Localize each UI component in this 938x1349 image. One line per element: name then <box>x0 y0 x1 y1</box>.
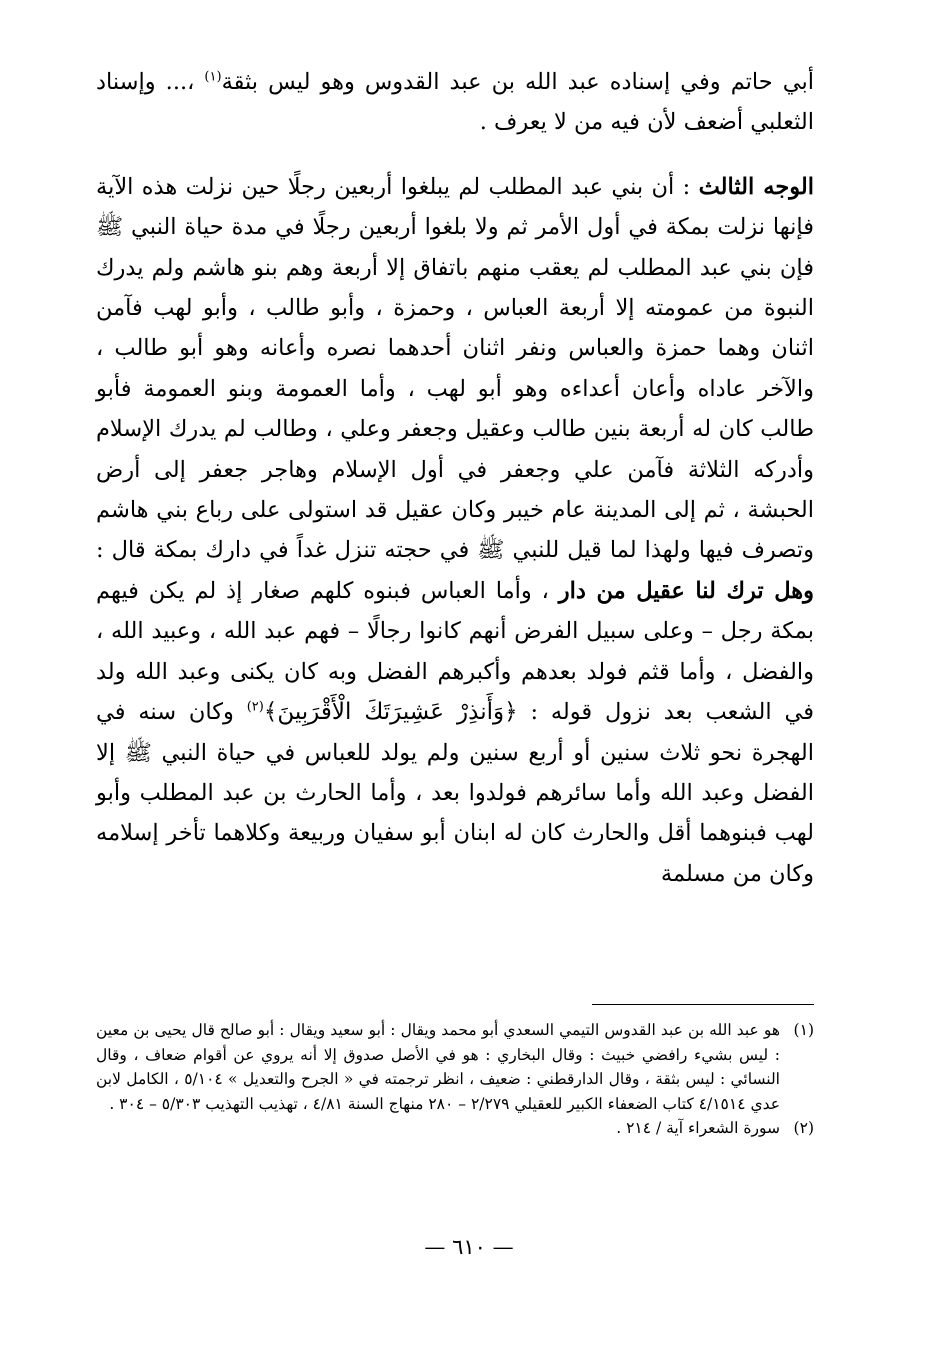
paragraph-1-text-end: ،... وإسناد الثعلبي أضعف لأن فيه من لا يعرف . <box>96 69 814 136</box>
page-number: — ٦١٠ — <box>424 1235 514 1259</box>
footnote-divider <box>592 1004 814 1005</box>
footnotes-section <box>96 1018 814 1141</box>
footnote-1-text: هو عبد الله بن عبد القدوس التيمي السعدي أبو محمد ويقال : أبو سعيد ويقال : أبو صالح قال يحيى بن معين : ليس بشيء رافضي خبيث : وقال البخاري : هو في الأصل صدوق إلا أنه يروي عن أقوام ضعاف ، وقال النسائي : ليس بثقة ، وقال الدارقطني : ضعيف ، انظر ترجمته في « الجرح والتعديل » ٥/١٠٤ ، الكامل لابن عدي ٤/١٥١٤ كتاب الضعفاء الكبير للعقيلي ٢/٢٧٩ – ٢٨٠ منهاج السنة ٤/٨١ ، تهذيب التهذيب ٥/٣٠٣ – ٣٠٤ . <box>96 1021 780 1113</box>
footnote-2-text: سورة الشعراء آية / ٢١٤ . <box>616 1119 780 1138</box>
paragraph-2-part-2: ، وأما العباس فبنوه كلهم صغار إذ لم يكن فيهم بمكة رجل – وعلى سبيل الفرض أنهم كانوا رجالًا – فهم عبد الله ، وعبيد الله ، والفضل ، وأما قثم فولد بعدهم وأكبرهم الفضل وبه كان يكنى وعبد الله ولد في الشعب بعد نزول قوله : <box>96 577 814 726</box>
footnote-1 <box>96 1018 814 1116</box>
paragraph-spacer <box>96 143 814 167</box>
footnote-ref-2: (٢) <box>246 699 264 715</box>
paragraph-2-part-1: : أن بني عبد المطلب لم يبلغوا أربعين رجلًا حين نزلت هذه الآية فإنها نزلت بمكة في أول الأمر ثم ولا بلغوا أربعين رجلًا في مدة حياة النبي ﷺ فإن بني عبد المطلب لم يعقب منهم باتفاق إلا أربعة وهم بنو هاشم ولم يدرك النبوة من عمومته إلا أربعة العباس ، وحمزة ، وأبو طالب ، وأبو لهب فآمن اثنان وهما حمزة والعباس ونفر اثنان أحدهما نصره وأعانه وهو أبو طالب ، والآخر عاداه وأعان أعداءه وهو أبو لهب ، وأما العمومة وبنو العمومة فأبو طالب كان له أربعة بنين طالب وعقيل وجعفر وعلي ، وطالب لم يدرك الإسلام وأدركه الثلاثة فآمن علي وجعفر في أول الإسلام وهاجر جعفر إلى أرض الحبشة ، ثم إلى المدينة عام خيبر وكان عقيل قد استولى على رباع بني هاشم وتصرف فيها ولهذا لما قيل للنبي ﷺ في حجته تنزل غداً في دارك بمكة قال : <box>96 173 814 564</box>
paragraph-2-part-3: وكان سنه في الهجرة نحو ثلاث سنين أو أربع سنين ولم يولد للعباس في حياة النبي ﷺ إلا الفضل وعبد الله وأما سائرهم فولدوا بعد ، وأما الحارث بن عبد المطلب وأبو لهب فبنوهما أقل والحارث كان له ابنان أبو سفيان وربيعة وكلاهما تأخر إسلامه وكان من مسلمة <box>96 699 814 887</box>
quran-verse: ﴿وَأَنذِرْ عَشِيرَتَكَ الْأَقْرَبِينَ﴾ <box>263 699 518 726</box>
paragraph-2 <box>96 167 814 894</box>
footnote-1-number: (١) <box>793 1021 814 1039</box>
paragraph-1-text-start: أبي حاتم وفي إسناده عبد الله بن عبد القدوس وهو ليس بثقة <box>221 69 814 95</box>
footnote-ref-1: (١) <box>204 69 222 85</box>
page-body <box>96 62 814 894</box>
hadith-quote: وهل ترك لنا عقيل من دار <box>558 577 814 604</box>
section-heading: الوجه الثالث <box>698 173 814 200</box>
footnote-2 <box>96 1116 814 1141</box>
footnote-2-number: (٢) <box>793 1119 814 1138</box>
paragraph-1 <box>96 62 814 143</box>
